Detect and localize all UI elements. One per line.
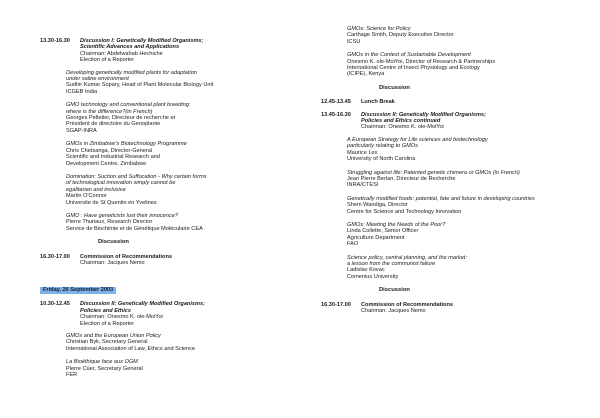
- talk-title: of technological innovation simply cannot be: [66, 180, 176, 187]
- talk-title: La Bioéthique face aux OGM: [66, 359, 138, 366]
- talk-title: Domination: Suction and Suffocation - Why certain forms: [66, 173, 207, 180]
- talk-title: Science policy, central planning, and the market:: [347, 254, 467, 261]
- talk-affiliation: Service de Biochimie et de Génétique Moléculaire CEA: [66, 225, 203, 232]
- session-title: Discussion II: Genetically Modified Organisms;: [80, 301, 205, 308]
- session-block: [40, 301, 302, 327]
- talk-affiliation: Scientific and Industrial Research and: [66, 154, 160, 161]
- left-column: [40, 38, 302, 385]
- talk-title: GMOs: Meeting the Needs of the Poor?: [347, 221, 446, 228]
- session-title: Discussion II: Genetically Modified Organisms;: [361, 111, 486, 118]
- talk-title: Developing genetically modified plants for adaptation: [66, 69, 197, 76]
- talk-title: Struggling against life: Patented genetic chimera or GMOs (in French): [347, 169, 520, 176]
- session-block: [321, 112, 583, 131]
- session-chair: Chairman: Jacques Nemo: [80, 259, 145, 266]
- talk-affiliation: Development Centre, Zimbabwe: [66, 160, 147, 167]
- talk-affiliation: International Association of Law, Ethics and Science: [66, 345, 196, 352]
- talk-affiliation: Universite de St Quentin en Yvelines: [66, 199, 157, 206]
- date-heading: [40, 278, 302, 296]
- session-time: 13.45-16.30: [321, 111, 351, 118]
- right-column: [321, 26, 583, 314]
- session-title: Discussion I: Genetically Modified Organisms;: [80, 38, 204, 44]
- talk-affiliation: Comenius University: [347, 273, 399, 280]
- session-chair: Chairman: Abdelwahab Hechiche: [80, 50, 163, 57]
- talk-speaker: Linda Collette, Senior Officer: [347, 228, 419, 235]
- talk-title: GMO : Have geneticists lost their innocence?: [66, 212, 178, 219]
- talk-title: A European Strategy for Life sciences and biotechnology: [347, 136, 488, 143]
- session-block: [40, 38, 302, 64]
- talk-item: [347, 52, 583, 78]
- talk-item: [66, 359, 302, 378]
- talk-affiliation: Agriculture Department: [347, 234, 405, 241]
- session-subtitle: Scientific Advances and Applications: [80, 44, 180, 51]
- talk-title: a lesson from the communist failure: [347, 260, 436, 267]
- talk-speaker: Sudhir Kumar Sopary, Head of Plant Molecular Biology Unit: [66, 82, 214, 89]
- session-time: 16.30-17.00: [40, 253, 70, 260]
- talk-speaker: Georges Pelletier, Directeur de recherche et: [66, 115, 176, 122]
- talk-affiliation: INRA/CTESI: [347, 182, 379, 189]
- talk-speaker: Christian Byk, Secretary General: [66, 339, 148, 346]
- talk-affiliation: SGAP-INRA: [66, 127, 97, 134]
- talk-title: GMOs in Zimbabwe's Biotechnology Programme: [66, 141, 187, 148]
- talk-item: [66, 333, 302, 352]
- talk-item: [66, 213, 302, 232]
- session-time: 13.30-16.30: [40, 38, 70, 44]
- talk-speaker: Carthage Smith, Deputy Executive Director: [347, 32, 454, 39]
- talk-affiliation: (ICIPE), Kenya: [347, 71, 385, 78]
- session-block: [321, 99, 583, 105]
- session-election: Election of a Reporter: [80, 57, 135, 64]
- talk-speaker: Pierre Cüer, Secretary General: [66, 365, 143, 372]
- talk-title: GMOs in the Context of Sustainable Development: [347, 52, 471, 59]
- talk-item: [66, 141, 302, 167]
- date-label: Friday, 26 September 2003: [40, 287, 116, 294]
- session-chair: Chairman: Onesmo K. ole-MoiYoi: [361, 124, 444, 131]
- talk-title: under saline environment: [66, 76, 129, 83]
- session-time: 12.45-13.45: [321, 99, 351, 106]
- session-title: Commission of Recommendations: [80, 253, 172, 260]
- session-election: Election of a Reporter: [80, 320, 135, 327]
- talk-speaker: Martin O'Connor: [66, 193, 107, 200]
- session-block: [321, 302, 583, 315]
- talk-affiliation: FER: [66, 372, 78, 379]
- session-subtitle: Policies and Ethics: [80, 307, 131, 314]
- session-block: [40, 254, 302, 267]
- talk-affiliation: ICGEB India: [66, 88, 98, 95]
- discussion-label: Discussion: [379, 84, 410, 91]
- talk-title: where is the difference?(in French): [66, 108, 153, 115]
- session-title: Commission of Recommendations: [361, 301, 453, 308]
- talk-item: [66, 102, 302, 134]
- discussion-label: Discussion: [379, 287, 410, 294]
- talk-speaker: Ladislav Kovac: [347, 267, 385, 274]
- talk-item: [347, 196, 583, 215]
- session-chair: Chairman: Onesmo K. ole-MoiYoi: [80, 314, 163, 321]
- talk-speaker: Shem Wandiga, Director: [347, 202, 408, 209]
- talk-item: [347, 222, 583, 248]
- talk-item: [347, 137, 583, 163]
- talk-title: Genetically modified foods: potential, fate and future in developing countries: [347, 195, 535, 202]
- session-time: 16.30-17.00: [321, 301, 351, 308]
- talk-item: [66, 70, 302, 96]
- session-time: 10.30-12.45: [40, 301, 70, 308]
- talk-speaker: Chris Chetsanga, Director-General: [66, 147, 153, 154]
- talk-speaker: Maurice Lex: [347, 149, 378, 156]
- talk-affiliation: University of North Carolina: [347, 156, 416, 163]
- discussion-label: Discussion: [98, 239, 129, 246]
- talk-title: particularly relating to GMOs: [347, 143, 418, 150]
- talk-affiliation: Centre for Science and Technology Innovation: [347, 208, 462, 215]
- talk-title: GMO technology and conventional plant breeding:: [66, 102, 191, 109]
- talk-affiliation: Président de directoire du Genoplante: [66, 121, 161, 128]
- talk-item: [347, 170, 583, 189]
- talk-title: GMOs: Science for Policy: [347, 26, 411, 32]
- session-subtitle: Policies and Ethics continued: [361, 118, 441, 125]
- talk-affiliation: International Centre of Insect Physiology and Ecology: [347, 65, 480, 72]
- talk-speaker: Jean Pierre Berlan, Directeur de Recherche: [347, 175, 456, 182]
- talk-affiliation: ICSU: [347, 38, 361, 45]
- talk-item: [66, 174, 302, 206]
- session-chair: Chairman: Jacques Nemo: [361, 308, 426, 314]
- talk-title: egalitarian and inclusive: [66, 186, 126, 193]
- session-title: Lunch Break: [361, 99, 395, 106]
- talk-item: [347, 255, 583, 281]
- talk-speaker: Pierre Thuriaux, Research Director: [66, 219, 153, 226]
- talk-title: GMOs and the European Union Policy: [66, 333, 161, 339]
- talk-speaker: Onesmo K. ole-MoiYoi, Director of Research & Partnerships: [347, 58, 496, 65]
- talk-affiliation: FAO: [347, 241, 359, 248]
- talk-item: [347, 26, 583, 45]
